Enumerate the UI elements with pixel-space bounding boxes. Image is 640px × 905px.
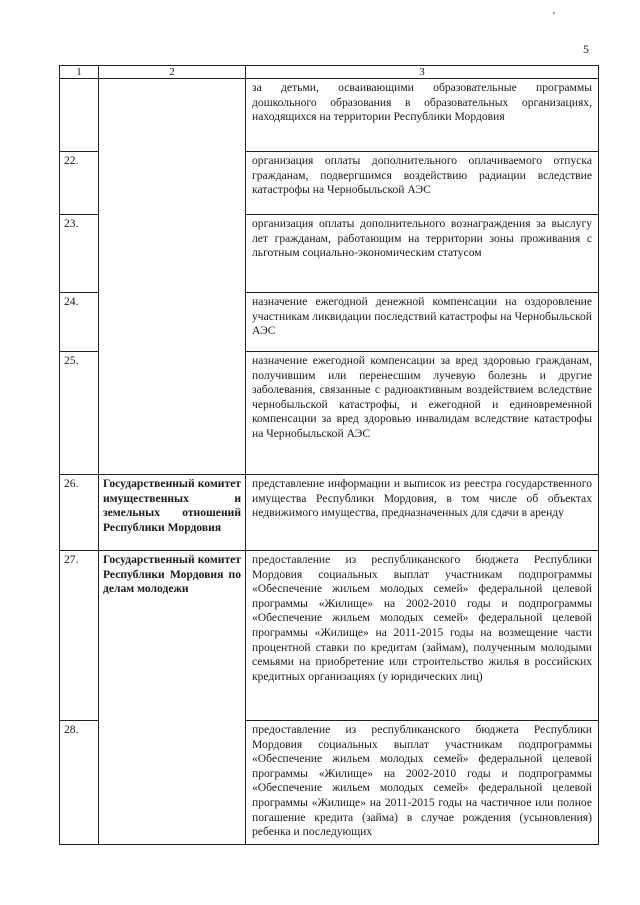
organization-cell: Государственный комитет имущественных и земельных отношений Республики Мордовия <box>99 475 246 551</box>
row-number: 22. <box>60 152 99 215</box>
scan-speck <box>553 12 555 14</box>
service-description: назначение ежегодной компенсации за вред здоровью гражданам, получившим или перенесшим лучевую болезнь и другие заболевания, связанные с радиоактивным воздействием вследствие чернобыльской катастрофы, и ежегодной и единовременной компенсации за вред здоровью инвалидам вследствие катастрофы на Чернобыльской АЭС <box>246 352 599 475</box>
page-number: 5 <box>583 42 589 56</box>
organization-cell: Государственный комитет Республики Мордовия по делам молодежи <box>99 551 246 845</box>
row-number: 28. <box>60 721 99 845</box>
row-number: 26. <box>60 475 99 551</box>
service-description: предоставление из республиканского бюджета Республики Мордовия социальных выплат участникам подпрограммы «Обеспечение жильем молодых семей» федеральной целевой программы «Жилище» на 2002-2010 годы и подпрограммы «Обеспечение жильем молодых семей» федеральной целевой программы «Жилище» на 2011-2015 годы на частичное или полное погашение кредита (займа) в случае рождения (усыновления) ребенка и последующих <box>246 721 599 845</box>
service-description: предоставление из республиканского бюджета Республики Мордовия социальных выплат участникам подпрограммы «Обеспечение жильем молодых семей» федеральной целевой программы «Жилище» на 2002-2010 годы и подпрограммы «Обеспечение жильем молодых семей» федеральной целевой программы «Жилище» на 2011-2015 годы на возмещение части процентной ставки по кредитам (займам), полученным молодыми семьями на приобретение или строительство жилья в российских кредитных организациях (у юридических лиц) <box>246 551 599 721</box>
row-number: 23. <box>60 215 99 293</box>
table-row <box>60 475 599 551</box>
service-description: организация оплаты дополнительного оплачиваемого отпуска гражданам, подвергшимся воздействию радиации вследствие катастрофы на Чернобыльской АЭС <box>246 152 599 215</box>
service-description: за детьми, осваивающими образовательные программы дошкольного образования в образовательных организациях, находящихся на территории Республики Мордовия <box>246 79 599 152</box>
row-number <box>60 79 99 152</box>
organization-cell <box>99 79 246 475</box>
service-description: представление информации и выписок из реестра государственного имущества Республики Мордовия, в том числе об объектах недвижимого имущества, предназначенных для сдачи в аренду <box>246 475 599 551</box>
table-row <box>60 551 599 721</box>
service-description: назначение ежегодной денежной компенсации на оздоровление участникам ликвидации последствий катастрофы на Чернобыльской АЭС <box>246 293 599 352</box>
row-number: 24. <box>60 293 99 352</box>
header-col-3: 3 <box>246 66 599 79</box>
row-number: 27. <box>60 551 99 721</box>
header-col-1: 1 <box>60 66 99 79</box>
table-header-row <box>60 66 599 79</box>
table-row <box>60 79 599 152</box>
header-col-2: 2 <box>99 66 246 79</box>
row-number: 25. <box>60 352 99 475</box>
service-description: организация оплаты дополнительного вознаграждения за выслугу лет гражданам, работающим на территории зоны проживания с льготным социально-экономическим статусом <box>246 215 599 293</box>
services-table <box>59 65 599 845</box>
